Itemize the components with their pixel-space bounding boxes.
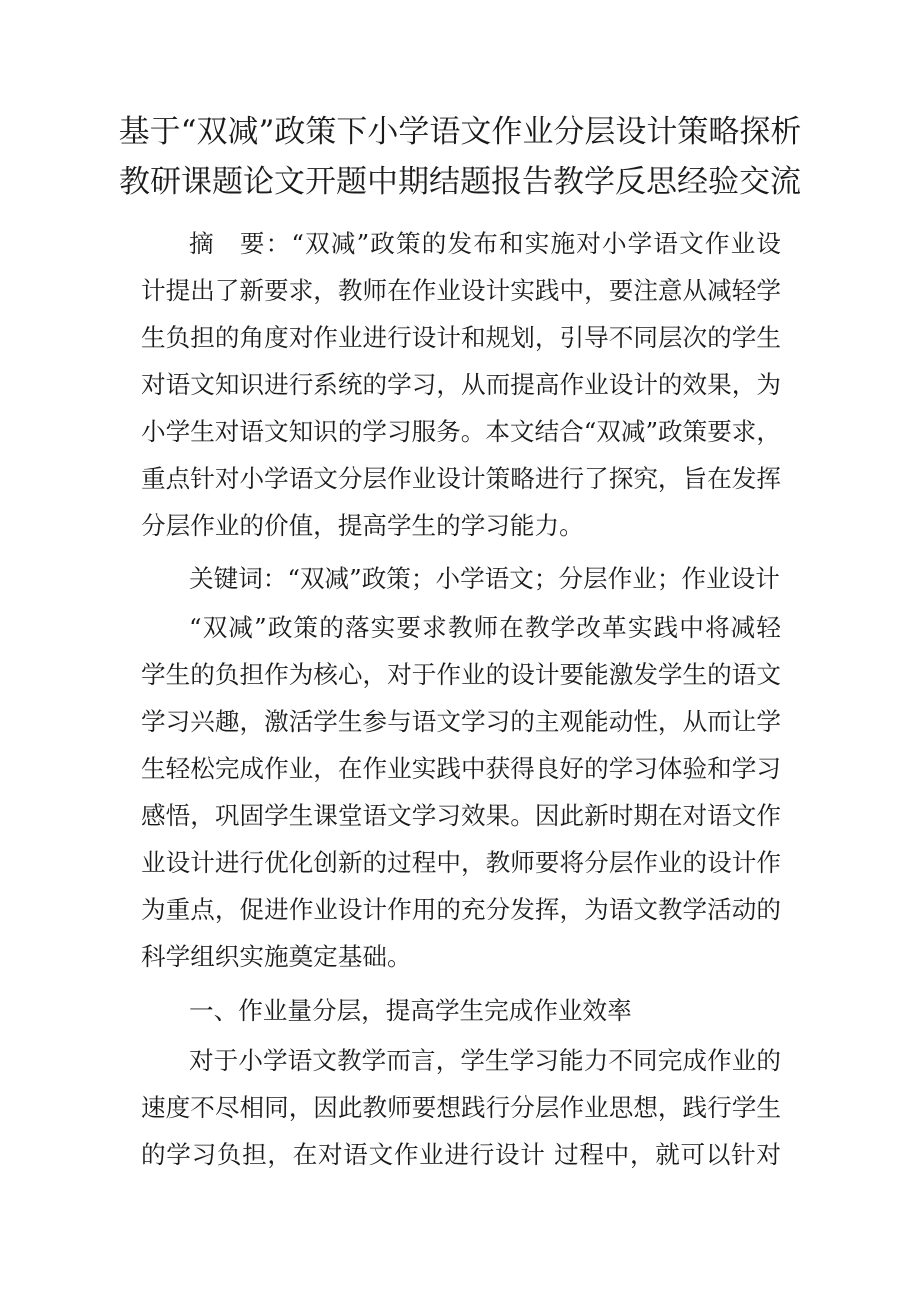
title-line-1: 基于“双减”政策下小学语文作业分层设计策略探析 — [118, 114, 802, 150]
intro-line: 科学组织实施奠定基础。 — [141, 942, 412, 971]
intro-line: 学习兴趣，激活学生参与语文学习的主观能动性，从而让学 — [141, 707, 781, 736]
intro-line: 学生的负担作为核心，对于作业的设计要能激发学生的语文 — [141, 660, 781, 689]
section-line: 对于小学语文教学而言，学生学习能力不同完成作业的 — [189, 1046, 781, 1075]
abstract-label-a: 摘 — [189, 229, 215, 258]
abstract-line: 生负担的角度对作业进行设计和规划，引导不同层次的学生 — [141, 323, 781, 352]
intro-line: 业设计进行优化创新的过程中，教师要将分层作业的设计作 — [141, 848, 781, 877]
intro-line: 生轻松完成作业，在作业实践中获得良好的学习体验和学习 — [141, 754, 781, 783]
abstract-line: 分层作业的价值，提高学生的学习能力。 — [141, 511, 584, 540]
section-heading: 一、作业量分层，提高学生完成作业效率 — [189, 996, 632, 1025]
intro-line: 为重点，促进作业设计作用的充分发挥，为语文教学活动的 — [141, 895, 781, 924]
abstract-line: 计提出了新要求，教师在作业设计实践中，要注意从减轻学 — [141, 276, 781, 305]
section-line: 的学习负担，在对语文作业进行设计 过程中，就可以针对 — [141, 1140, 781, 1169]
title-line-2: 教研课题论文开题中期结题报告教学反思经验交流 — [119, 164, 801, 200]
abstract-line: 对语文知识进行系统的学习，从而提高作业设计的效果，为 — [141, 370, 781, 399]
intro-line: “双减”政策的落实要求教师在教学改革实践中将减轻 — [189, 613, 781, 642]
keywords-line: 关键词：“双减”政策；小学语文；分层作业；作业设计 — [189, 564, 780, 593]
abstract-label-b: 要： — [238, 229, 292, 258]
abstract-first-line — [189, 228, 781, 260]
abstract-line: 小学生对语文知识的学习服务。本文结合“双减”政策要求， — [141, 417, 781, 446]
abstract-line: “双减”政策的发布和实施对小学语文作业设 — [291, 229, 781, 258]
abstract-line: 重点针对小学语文分层作业设计策略进行了探究，旨在发挥 — [141, 464, 781, 493]
section-line: 速度不尽相同，因此教师要想践行分层作业思想，践行学生 — [141, 1093, 781, 1122]
intro-line: 感悟，巩固学生课堂语文学习效果。因此新时期在对语文作 — [141, 801, 781, 830]
